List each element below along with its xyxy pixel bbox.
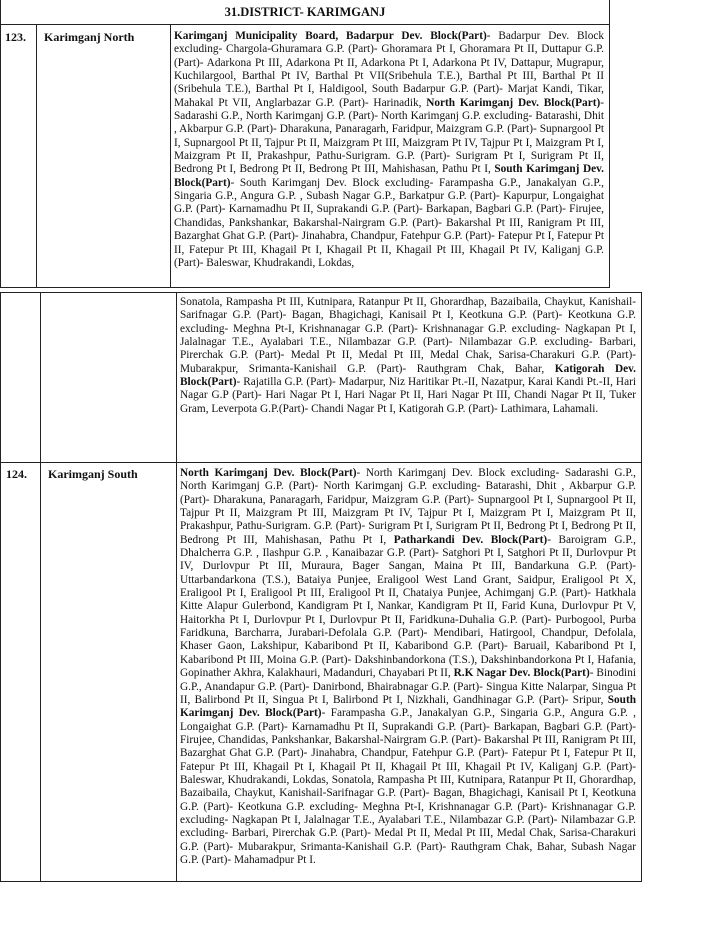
col-divider-1 — [36, 24, 37, 288]
col-divider-2 — [176, 292, 177, 882]
block-name: South Karimganj Dev. Block(Part) — [180, 693, 636, 720]
area-text: - Badarpur Dev. Block excluding- Chargola-Ghuramara G.P. (Part)- Ghoramara Pt I, Ghoramara Pt II, Duttapur G.P. (Part)- Adarkona Pt III, Adarkona Pt II, Adarkona Pt I, Adarkona Pt IV, Dattapur, Mugrapur, Kuchilargool, Barthal Pt IV, Barthal Pt VII(Sribehula T.E.), Barthal Pt III, Barthal Pt II (Sribehula T.E.), Barthal Pt I, Haldigool, South Badarpur G.P. (Part)- Marjat Kandi, Tikar, Mahakal Pt VII, Anglarbazar G.P. (Part)- Harinadik, — [174, 30, 604, 109]
area-text: - Binodini G.P., Anandapur G.P. (Part)- Danirbond, Bhairabnagar G.P. (Part)- Singua Kitte Nalarpar, Singua Pt II, Balirbond Pt II, Singua Pt I, Balirbond Pt I, Nizkhali, Gandhinagar G.P. (Part)- Sripur, — [180, 667, 636, 706]
col-divider-2 — [170, 24, 171, 288]
block-name: North Karimganj Dev. Block(Part) — [180, 467, 357, 479]
col-divider-1 — [40, 292, 41, 882]
block-name: Katigorah Dev. Block(Part) — [180, 362, 636, 389]
area-text: - Sadarashi G.P., North Karimganj G.P. (Part)- North Karimganj G.P. excluding- Batarashi, Dhit , Akbarpur G.P. (Part)- Dharakuna, Panaragarh, Faridpur, Maizgram G.P. (Part)- Supnargool Pt I, Supnargool Pt II, Tajpur Pt II, Maizgram Pt III, Maizgram Pt IV, Tajpur Pt I, Maizgram Pt I, Maizgram Pt II, Prakashpur, Pathu-Surigram. G.P. (Part)- Surigram Pt I, Surigram Pt II, Bedrong Pt I, Bedrong Pt II, Bedrong Pt III, Mahishasan, Pathu Pt I, — [174, 96, 604, 176]
constituency-description — [180, 296, 636, 460]
constituency-description — [180, 467, 636, 879]
area-text: - Baroigram G.P., Dhalcherra G.P. , Ilashpur G.P. , Kanaibazar G.P. (Part)- Satghori Pt I, Satghori Pt II, Durlovpur Pt IV, Durlovpur Pt III, Muraura, Bager Sangan, Maina Pt III, Bandarkuna G.P. (Part)- Uttarbandarkona (T.S.), Bataiya Punjee, Eraligool West Land Grant, Saidpur, Eraligool Pt X, Eraligool Pt I, Eraligool Pt III, Eraligool Pt II, Chataiya Punjee, Achimganj G.P. (Part)- Hatkhala Kitte Alapur Gulerbond, Kandigram Pt I, Nankar, Kandigram Pt II, Farid Kuna, Durlovpur Pt V, Haitorkha Pt I, Durlovpur Pt I, Durlovpur Pt II, Faridkuna-Duhalia G.P. (Part)- Purbogool, Purba Faridkuna, Barcharra, Jurabari-Defolala G.P. (Part)- Mendibari, Hatirgool, Chandpur, Defolala, Khaser Gaon, Lakshipur, Kabaribond Pt II, Kabaribond G.P. (Part)- Baruail, Kabaribond Pt I, Kabaribond Pt III, Moina G.P. (Part)- Dakshinbandorkona (T.S.), Dakshinbandorkona Pt I, Hafania, Gopinather Akhra, Kalakhauri, Madanduri, Chayabari Pt II, — [180, 533, 636, 680]
block-name: Karimganj Municipality Board, Badarpur Dev. Block(Part) — [174, 30, 487, 42]
block-name: North Karimganj Dev. Block(Part) — [426, 96, 601, 109]
header-divider — [0, 24, 610, 25]
constituency-description — [174, 30, 604, 286]
district-header: 31.DISTRICT- KARIMGANJ — [224, 5, 386, 19]
area-text: - South Karimganj Dev. Block excluding- Farampasha G.P., Janakalyan G.P., Singaria G.P., Angura G.P. , Subash Nagar G.P., Barkatpur G.P. (Part)- Kapurpur, Longaighat G.P. (Part)- Karnamadhu Pt II, Suprakandi G.P. (Part)- Barkapan, Bagbari G.P. (Part)- Firujee, Chandidas, Pankshankar, Bakarshal-Nairgram G.P. (Part)- Bakarshal Pt III, Ranigram Pt III, Bazarghat Ghat G.P. (Part)- Jinahabra, Chandpur, Fatehpur G.P. (Part)- Fatepur Pt I, Fatepur Pt II, Fatepur Pt III, Khagail Pt I, Khagail Pt II, Khagail Pt III, Khagail Pt IV, Kaliganj G.P. (Part)- Baleswar, Khudrakandi, Lokdas, — [174, 176, 604, 269]
row-number: 123. — [5, 30, 26, 44]
area-text: - Rajatilla G.P. (Part)- Madarpur, Niz Haritikar Pt.-II, Nazatpur, Karai Kandi Pt.-II, Hari Nagar G.P (Part)- Hari Nagar Pt I, Hari Nagar Pt II, Hari Nagar Pt III, Chandi Nagar Pt II, Tuker Gram, Leverpota G.P.(Part)- Chandi Nagar Pt I, Katigorah G.P. (Part)- Lathimara, Lahamali. — [180, 376, 636, 415]
block-name: R.K Nagar Dev. Block(Part) — [453, 667, 590, 680]
area-text: - Farampasha G.P., Janakalyan G.P., Singaria G.P., Angura G.P. , Longaighat G.P. (Part)- Karnamadhu Pt II, Suprakandi G.P. (Part)- Barkapan, Bagbari G.P. (Part)- Firujee, Chandidas, Pankshankar, Bakarshal-Nairgram G.P. (Part)- Bakarshal Pt III, Ranigram Pt III, Bazarghat Ghat G.P. (Part)- Jinahabra, Chandpur, Fatehpur G.P. (Part)- Fatepur Pt I, Fatepur Pt II, Fatepur Pt III, Khagail Pt I, Khagail Pt II, Khagail Pt III, Khagail Pt IV, Kaliganj G.P. (Part)- Baleswar, Khudrakandi, Lokdas, Sonatola, Rampasha Pt III, Kutnipara, Ratanpur Pt II, Ghorardhap, Bazaibaila, Chaykut, Kanishail-Sarifnagar G.P. (Part)- Bagan, Bhagichagi, Kanisail Pt I, Keotkuna G.P. (Part)- Keotkuna G.P. excluding- Meghna Pt-I, Krishnanagar G.P. (Part)- Krishnanagar G.P. excluding- Nagkapan Pt I, Jalalnagar T.E., Ayalabari T.E., Nilambazar G.P. (Part)- Nilambazar G.P. excluding- Barbari, Pirerchak G.P. (Part)- Medal Pt II, Medal Pt III, Medal Chak, Sarisa-Charakuri G.P. (Part)- Mubarakpur, Srimanta-Kanishail G.P. (Part)- Rauthgram Chak, Bahar, Subash Nagar G.P. (Part)- Mahamadpur Pt I. — [180, 707, 636, 866]
block-name: South Karimganj Dev. Block(Part) — [174, 163, 604, 189]
constituency-name: Karimganj South — [48, 467, 138, 481]
block-name: Patharkandi Dev. Block(Part) — [393, 533, 548, 546]
row-divider — [0, 462, 642, 463]
constituency-name: Karimganj North — [44, 30, 135, 44]
area-text: - North Karimganj Dev. Block excluding- Sadarashi G.P., North Karimganj G.P. (Part)- North Karimganj G.P. excluding- Batarashi, Dhit , Akbarpur G.P. (Part)- Dharakuna, Panaragarh, Faridpur, Maizgram G.P. (Part)- Supnargool Pt I, Supnargool Pt II, Tajpur Pt II, Maizgram Pt III, Maizgram Pt IV, Tajpur Pt I, Maizgram Pt I, Maizgram Pt II, Prakashpur, Pathu-Surigram. G.P. (Part)- Surigram Pt I, Surigram Pt II, Bedrong Pt I, Bedrong Pt II, Bedrong Pt III, Mahishasan, Pathu Pt I, — [180, 467, 636, 546]
area-text: Sonatola, Rampasha Pt III, Kutnipara, Ratanpur Pt II, Ghorardhap, Bazaibaila, Chaykut, Kanishail-Sarifnagar G.P. (Part)- Bagan, Bhagichagi, Kanisail Pt I, Keotkuna G.P. (Part)- Keotkuna G.P. excluding- Meghna Pt-I, Krishnanagar G.P. (Part)- Krishnanagar G.P. excluding- Nagkapan Pt I, Jalalnagar T.E., Ayalabari T.E., Nilambazar G.P. (Part)- Nilambazar G.P. excluding- Barbari, Pirerchak G.P. (Part)- Medal Pt II, Medal Pt III, Medal Chak, Sarisa-Charakuri G.P. (Part)- Mubarakpur, Srimanta-Kanishail G.P. (Part)- Rauthgram Chak, Bahar, — [180, 296, 636, 375]
row-number: 124. — [6, 467, 27, 481]
